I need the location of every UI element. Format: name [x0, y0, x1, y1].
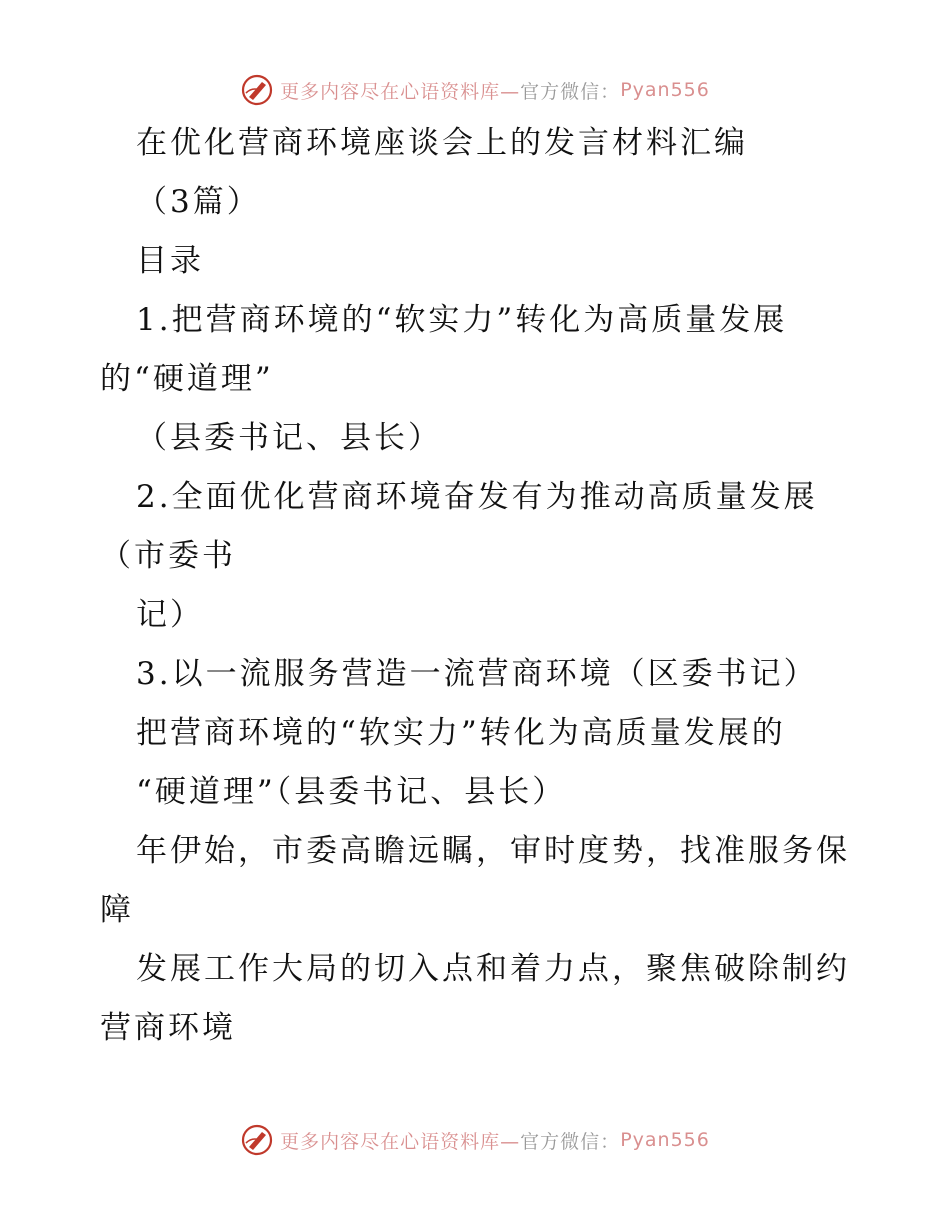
- toc-item-2: 2.全面优化营商环境奋发有为推动高质量发展: [136, 479, 818, 515]
- toc-item-1-cont: 的“硬道理”: [100, 361, 274, 397]
- toc-item-1: 1.把营商环境的“软实力”转化为高质量发展: [136, 302, 788, 338]
- watermark-id: Pyan556: [620, 1129, 710, 1151]
- watermark-text: 更多内容尽在心语资料库—: [280, 80, 521, 103]
- toc-item-2-author-cont: 记）: [136, 597, 204, 633]
- section-title-cont: “硬道理”（县委书记、县长）: [136, 774, 567, 810]
- section-title: 把营商环境的“软实力”转化为高质量发展的: [136, 715, 786, 751]
- toc-item-1-author: （县委书记、县长）: [136, 420, 442, 456]
- watermark-text: 更多内容尽在心语资料库—: [280, 1130, 521, 1153]
- watermark-header: [0, 70, 950, 110]
- pen-logo-icon: [240, 1123, 274, 1157]
- watermark-label: 官方微信：: [520, 1130, 621, 1153]
- toc-heading: 目录: [136, 243, 204, 279]
- watermark-id: Pyan556: [620, 79, 710, 101]
- paragraph-line-3: 发展工作大局的切入点和着力点，聚焦破除制约: [136, 951, 850, 987]
- paragraph-line-1: 年伊始，市委高瞻远瞩，审时度势，找准服务保: [136, 833, 850, 869]
- pen-logo-icon: [240, 73, 274, 107]
- watermark-label: 官方微信：: [520, 80, 621, 103]
- watermark-footer: [0, 1120, 950, 1160]
- document-title-count: （3篇）: [136, 184, 261, 220]
- toc-item-3: 3.以一流服务营造一流营商环境（区委书记）: [136, 656, 818, 692]
- document-title: 在优化营商环境座谈会上的发言材料汇编: [136, 125, 748, 161]
- paragraph-line-2: 障: [100, 892, 134, 928]
- toc-item-2-author: （市委书: [100, 538, 236, 574]
- paragraph-line-4: 营商环境: [100, 1010, 236, 1046]
